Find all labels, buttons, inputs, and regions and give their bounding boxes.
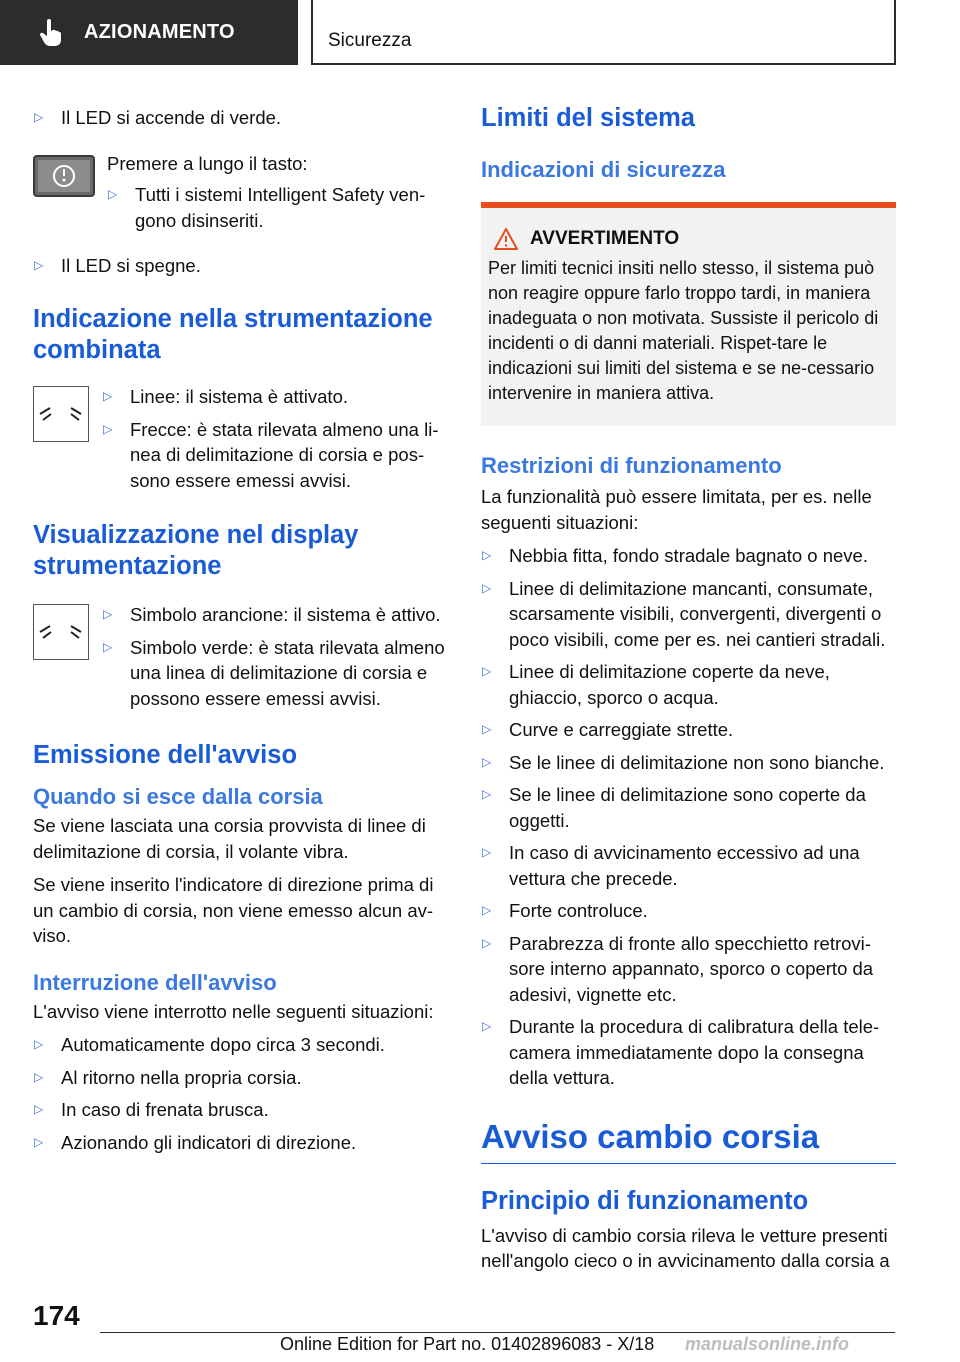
combinata-row (33, 384, 453, 506)
list-item: ▷ Forte controluce. (481, 898, 896, 924)
list-item: ▷ Frecce: è stata rilevata almeno una li-nea di delimitazione di corsia e pos-sono essere emessi avvisi. (102, 417, 453, 494)
lane-lines-icon (33, 386, 89, 442)
section-title: AZIONAMENTO (84, 21, 235, 43)
paragraph: La funzionalità può essere limitata, per es. nelle seguenti situazioni: (481, 486, 872, 533)
list-item: ▷ Linee di delimitazione mancanti, consumate, scarsamente visibili, convergenti, divergenti o poco visibili, come per es. nei cantieri stradali. (481, 576, 896, 653)
warning-triangle-icon (494, 228, 518, 250)
list-item: ▷ Tutti i sistemi Intelligent Safety ven-gono disinseriti. (107, 182, 453, 233)
edition-text: Online Edition for Part no. 01402896083 - X/18 (280, 1334, 655, 1354)
warning-text: Per limiti tecnici insiti nello stesso, il sistema può non reagire oppure farlo troppo tardi, in maniera inadeguata o non motivata. Sussiste il pericolo di incidenti o di danni materiali. Rispet-tare le indicazioni sui limiti del sistema e se ne-cessario intervenire in maniera attiva. (488, 258, 879, 403)
warning-title: AVVERTIMENTO (530, 228, 680, 249)
list-item: ▷ Al ritorno nella propria corsia. (33, 1065, 453, 1091)
chapter-title: Sicurezza (328, 30, 412, 51)
list-item: ▷ Simbolo arancione: il sistema è attivo. (102, 602, 453, 628)
warning-box (481, 202, 896, 426)
list-item: ▷ Curve e carreggiate strette. (481, 717, 896, 743)
footer-divider (100, 1332, 895, 1333)
list-item: ▷ In caso di avvicinamento eccessivo ad una vettura che precede. (481, 840, 896, 891)
heading-avviso-cambio-corsia: Avviso cambio corsia (481, 1117, 820, 1155)
list-item: ▷ Linee: il sistema è attivato. (102, 384, 453, 410)
list-item: ▷ Parabrezza di fronte allo specchietto retrovi-sore interno appannato, sporco o coperto da adesivi, vignette etc. (481, 931, 896, 1008)
heading-interruzione: Interruzione dell'avviso (33, 969, 277, 995)
list-item: ▷ Nebbia fitta, fondo stradale bagnato o neve. (481, 543, 896, 569)
paragraph: Se viene inserito l'indicatore di direzione prima di un cambio di corsia, non viene emesso alcun av-viso. (33, 874, 434, 946)
heading-restrizioni: Restrizioni di funzionamento (481, 453, 782, 478)
heading-indicazioni: Indicazioni di sicurezza (481, 157, 726, 182)
list-item: ▷ Linee di delimitazione coperte da neve, ghiaccio, sporco o acqua. (481, 659, 896, 710)
paragraph: Se viene lasciata una corsia provvista di linee di delimitazione di corsia, il volante vibra. (33, 815, 426, 862)
heading-esce: Quando si esce dalla corsia (33, 784, 323, 809)
heading-combinata: Indicazione nella strumentazione combinata (33, 305, 433, 364)
paragraph: L'avviso di cambio corsia rileva le vetture presenti nell'angolo cieco o in avvicinamento dalla corsia a (481, 1224, 890, 1271)
list-item: ▷ Il LED si spegne. (33, 253, 453, 279)
lane-symbol-icon (33, 604, 89, 660)
paragraph: L'avviso viene interrotto nelle seguenti situazioni: (33, 1000, 434, 1022)
watermark-logo: manualsonline.info (685, 1334, 850, 1354)
heading-underline (481, 1163, 896, 1164)
list-item: ▷ Automaticamente dopo circa 3 secondi. (33, 1032, 453, 1058)
chapter-box (311, 0, 896, 65)
hand-pointer-icon (36, 18, 66, 48)
display-row (33, 602, 453, 726)
press-instruction: Premere a lungo il tasto: (107, 152, 308, 174)
list-item: ▷ Se le linee di delimitazione non sono bianche. (481, 750, 896, 776)
list-item: ▷ Simbolo verde: è stata rilevata almeno una linea di delimitazione di corsia e possono essere emessi avvisi. (102, 635, 453, 712)
list-item: ▷ Azionando gli indicatori di direzione. (33, 1130, 453, 1156)
section-tab (0, 0, 298, 65)
list-item: ▷ Il LED si accende di verde. (33, 105, 453, 131)
heading-limiti: Limiti del sistema (481, 104, 695, 132)
right-column (481, 100, 896, 1282)
button-row (33, 151, 453, 251)
list-item: ▷ Se le linee di delimitazione sono coperte da oggetti. (481, 782, 896, 833)
list-item: ▷ Durante la procedura di calibratura della tele-camera immediatamente dopo la consegna della vettura. (481, 1014, 896, 1091)
page-number: 174 (33, 1300, 80, 1331)
heading-emissione: Emissione dell'avviso (33, 741, 298, 769)
list-item: ▷ In caso di frenata brusca. (33, 1097, 453, 1123)
left-column (33, 100, 453, 1162)
intelligent-safety-button-icon (33, 155, 95, 197)
heading-display: Visualizzazione nel display strumentazione (33, 521, 359, 580)
heading-principio: Principio di funzionamento (481, 1186, 809, 1215)
